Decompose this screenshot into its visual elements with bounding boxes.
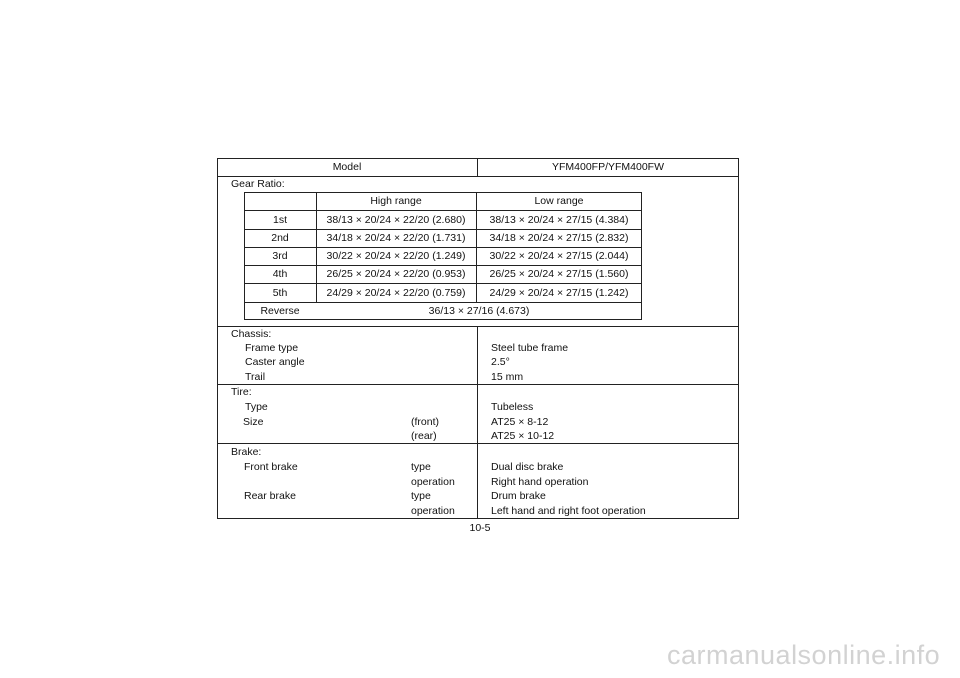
section-divider	[217, 384, 739, 385]
front-brake-operation-value: Right hand operation	[491, 476, 589, 488]
header-divider	[217, 176, 739, 177]
front-brake-operation-label: operation	[411, 476, 455, 488]
rear-brake-operation-label: operation	[411, 505, 455, 517]
gear-label: 2nd	[271, 232, 289, 244]
front-brake-type-value: Dual disc brake	[491, 461, 564, 473]
gear-row-line	[244, 302, 642, 303]
high-ratio: 24/29 × 20/24 × 22/20 (0.759)	[326, 287, 466, 299]
model-value: YFM400FP/YFM400FW	[551, 161, 665, 173]
frame-type-label: Frame type	[245, 342, 299, 354]
section-divider	[217, 326, 739, 327]
col-low-range: Low range	[534, 195, 584, 207]
rear-brake-label: Rear brake	[244, 490, 296, 502]
gear-label: 4th	[272, 268, 288, 280]
front-brake-label: Front brake	[244, 461, 298, 473]
gear-row-line	[244, 283, 642, 284]
high-ratio: 34/18 × 20/24 × 22/20 (1.731)	[326, 232, 466, 244]
value-column-divider	[477, 326, 478, 519]
gear-label: 5th	[272, 287, 288, 299]
trail-value: 15 mm	[491, 371, 524, 383]
page-number: 10-5	[469, 522, 491, 534]
gear-label: 3rd	[272, 250, 288, 262]
gear-row-line	[244, 229, 642, 230]
low-ratio: 24/29 × 20/24 × 27/15 (1.242)	[489, 287, 629, 299]
rear-brake-type-value: Drum brake	[491, 490, 546, 502]
high-ratio: 30/22 × 20/24 × 22/20 (1.249)	[326, 250, 466, 262]
section-divider	[217, 443, 739, 444]
reverse-label: Reverse	[260, 305, 300, 317]
low-ratio: 26/25 × 20/24 × 27/15 (1.560)	[489, 268, 629, 280]
tire-size-label: Size	[243, 416, 264, 428]
tire-heading: Tire:	[231, 386, 252, 398]
low-ratio: 34/18 × 20/24 × 27/15 (2.832)	[489, 232, 629, 244]
high-ratio: 38/13 × 20/24 × 22/20 (2.680)	[326, 214, 466, 226]
gear-label: 1st	[272, 214, 287, 226]
gear-row-line	[244, 265, 642, 266]
gear-ratio-heading: Gear Ratio:	[231, 178, 285, 190]
chassis-heading: Chassis:	[231, 328, 272, 340]
rear-brake-operation-value: Left hand and right foot operation	[491, 505, 646, 517]
frame-type-value: Steel tube frame	[491, 342, 569, 354]
tire-type-label: Type	[245, 401, 268, 413]
low-ratio: 38/13 × 20/24 × 27/15 (4.384)	[489, 214, 629, 226]
rear-brake-type-label: type	[411, 490, 431, 502]
watermark-text: carmanualsonline.info	[667, 640, 941, 670]
reverse-ratio: 36/13 × 27/16 (4.673)	[428, 305, 530, 317]
gear-row-line	[244, 247, 642, 248]
tire-rear-value: AT25 × 10-12	[491, 430, 555, 442]
low-ratio: 30/22 × 20/24 × 27/15 (2.044)	[489, 250, 629, 262]
front-brake-type-label: type	[411, 461, 431, 473]
caster-angle-value: 2.5°	[491, 356, 510, 368]
caster-angle-label: Caster angle	[245, 356, 305, 368]
tire-type-value: Tubeless	[491, 401, 534, 413]
brake-heading: Brake:	[231, 446, 262, 458]
tire-front-value: AT25 × 8-12	[491, 416, 549, 428]
trail-label: Trail	[245, 371, 266, 383]
col-high-range: High range	[370, 195, 422, 207]
high-ratio: 26/25 × 20/24 × 22/20 (0.953)	[326, 268, 466, 280]
model-label: Model	[332, 161, 362, 173]
tire-rear-label: (rear)	[411, 430, 437, 442]
gear-row-line	[244, 210, 642, 211]
tire-front-label: (front)	[411, 416, 440, 428]
